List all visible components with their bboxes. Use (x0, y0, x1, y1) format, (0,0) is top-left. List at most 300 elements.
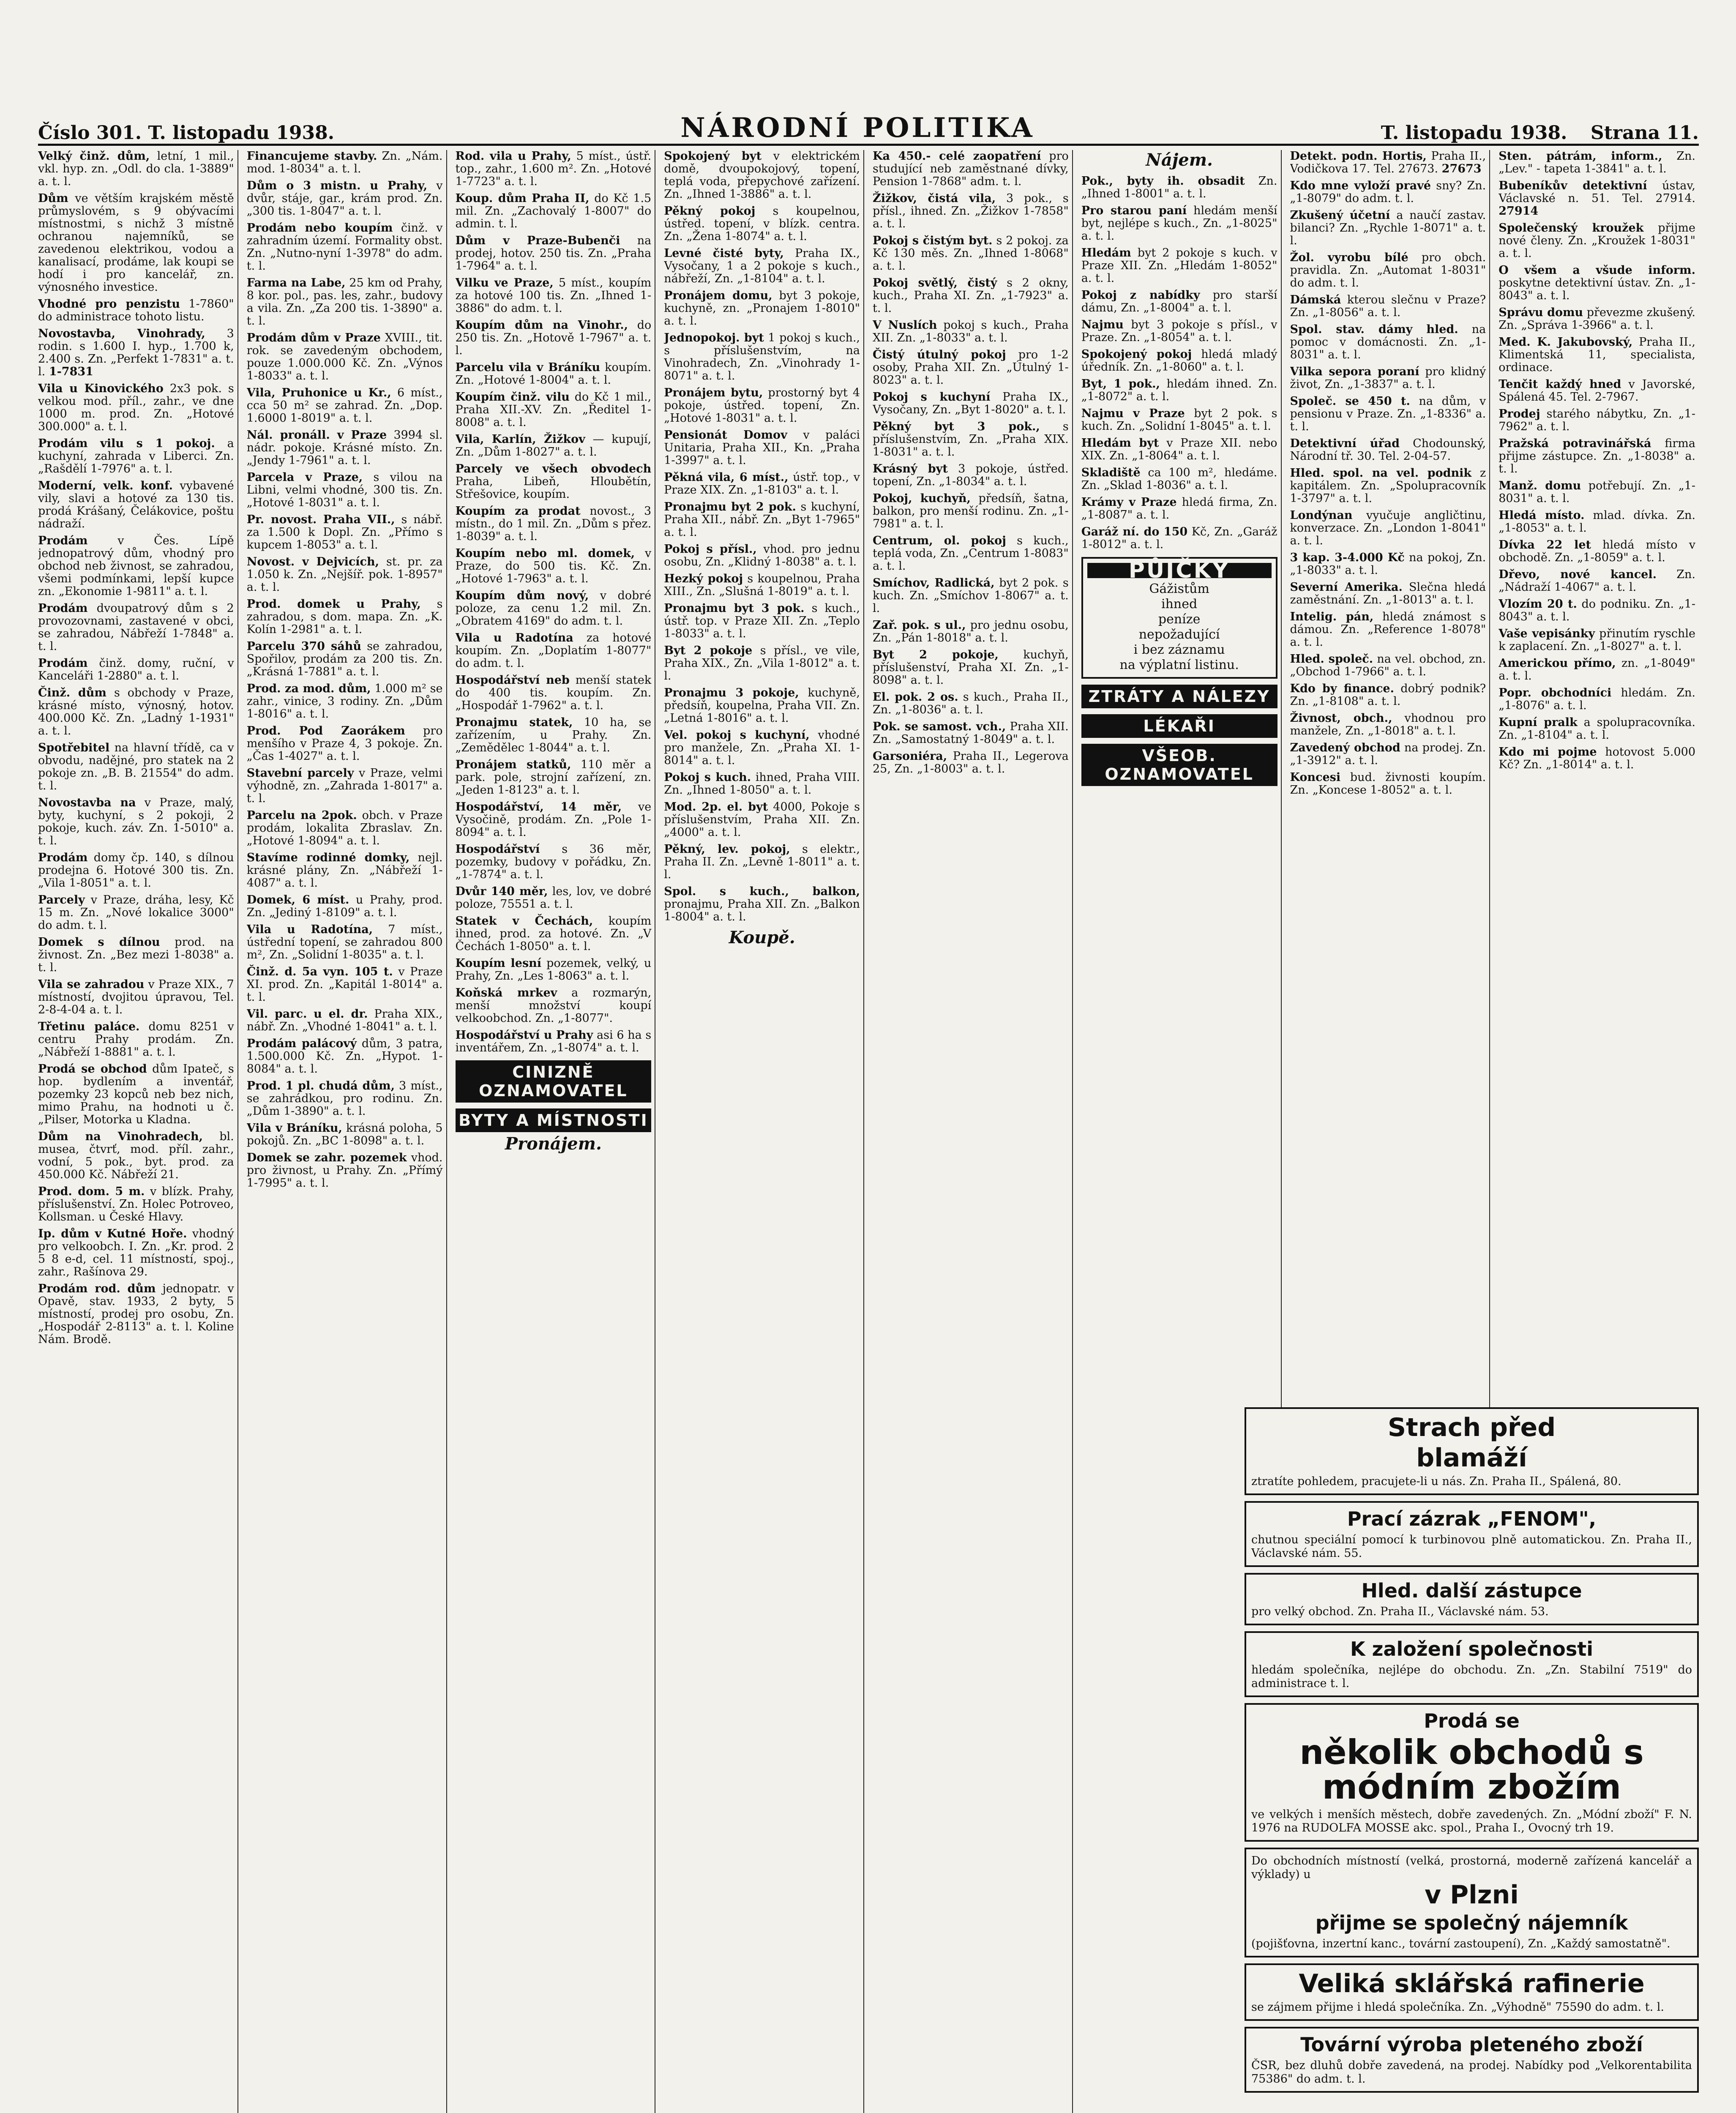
ad-text: vyučuje angličtinu, konverzace. Zn. „London 1-8041" a. t. l. (1290, 509, 1486, 547)
ad-heading: Prod. domek u Prahy, (246, 598, 421, 611)
pujcky-line: ihned (1161, 597, 1198, 612)
classified-ad (38, 480, 234, 530)
classified-ad (38, 894, 234, 932)
ad-heading: Centrum, ol. pokoj (873, 534, 1006, 547)
classified-ad (38, 192, 234, 294)
classified-ad (247, 1152, 443, 1190)
ad-heading: Londýnan (1290, 509, 1353, 522)
classified-ad (1499, 598, 1695, 623)
classified-ad (38, 978, 234, 1016)
classified-ad (1499, 687, 1695, 712)
classified-ad (38, 1063, 234, 1126)
ad-heading: Prodám rod. dům (38, 1282, 156, 1295)
classified-ad (1081, 175, 1277, 200)
ad-text: v Praze, malý, byty, kuchyní, s 2 pokoji, 2 pokoje, kuch. záv. Zn. 1-5010" a. t. l. (38, 796, 234, 847)
classified-ad (1290, 294, 1486, 319)
classified-ad (873, 420, 1069, 459)
classified-ad (456, 885, 652, 911)
ad-heading: Prodá se obchod (38, 1062, 147, 1076)
ad-list (38, 150, 234, 1346)
ad-text: XVIII., tit. rok. se zavedeným obchodem, pouze 1.000.000 Kč. Zn. „Výnos 1-8033" a. t. l. (246, 331, 443, 382)
ad-heading: Kdo mne vyloží pravé (1290, 179, 1431, 192)
ad-heading: Byt 2 pokoje, (873, 648, 999, 661)
ad-heading: Najmu (1081, 318, 1124, 331)
classified-ad (247, 1122, 443, 1147)
ad-heading: Hled. společ. (1290, 652, 1373, 666)
ad-strach-pred-blamazi (1245, 1407, 1699, 1495)
ad-heading: Pronájem bytu, (664, 386, 763, 399)
classified-ad (1290, 180, 1486, 205)
classified-ad (1081, 496, 1277, 521)
ad-heading: Prodám palácový (246, 1037, 357, 1050)
ad-heading: Pokoj světlý, čistý (873, 276, 997, 289)
classified-ad (1290, 611, 1486, 649)
ad-title: Tovární výroba pleteného zboží (1300, 2033, 1643, 2056)
classified-ad (1499, 180, 1695, 218)
ad-text: mlad. dívka. Zn. „1-8053" a. t. l. (1499, 509, 1695, 535)
classified-ad (1499, 306, 1695, 332)
ad-heading: Vila se zahradou (38, 978, 145, 991)
classified-ad (1081, 205, 1277, 243)
classified-ad (1499, 716, 1695, 742)
classified-ad (456, 463, 652, 501)
ad-heading: Vil. parc. u el. dr. (246, 1007, 368, 1021)
ad-text: s obchody v Praze, krásné místo, výnosný, hotov. 400.000 Kč. Zn. „Ladný 1-1931" a. t. l. (38, 686, 234, 737)
ad-heading: Vel. pokoj s kuchyní, (664, 729, 810, 742)
ad-heading: Prodám dům v Praze (246, 331, 381, 344)
ad-heading: O všem a všude inform. (1499, 264, 1695, 277)
ad-heading: Pronájem statků, (455, 758, 571, 771)
classified-ad (873, 349, 1069, 387)
classified-ad (1499, 222, 1695, 260)
ad-heading: Pokoj s čistým byt. (873, 234, 993, 247)
ad-text: s koupelnou, ústřed. topení, v blízk. centra. Zn. „Žena 1-8074" a. t. l. (664, 205, 860, 243)
ad-text: 1 pokoj s kuch., s příslušenstvím, na Vinohradech, Zn. „Vinohrady 1-8071" a. t. l. (664, 331, 860, 382)
classified-ad (247, 894, 443, 919)
ad-text: s 2 okny, kuch., Praha XI. Zn. „1-7923" a. t. l. (873, 276, 1069, 315)
pujcky-line: nepožadující (1138, 627, 1220, 642)
classified-ad (1290, 653, 1486, 678)
ad-text: Slečna hledá zaměstnání. Zn. „1-8013" a. t. l. (1290, 581, 1486, 606)
ad-text: vhod. pro jednu osobu, Zn. „Klidný 1-8038" a. t. l. (664, 543, 860, 568)
ad-heading: Prodám (38, 657, 88, 670)
ad-text: menší statek do 400 tis. koupím. Zn. „Hospodář 1-7962" a. t. l. (455, 674, 652, 712)
ad-text: sny? Zn. „1-8079" do adm. t. l. (1290, 179, 1486, 205)
classified-ad (247, 429, 443, 467)
ad-body: hledám společníka, nejlépe do obchodu. Zn. „Zn. Stabilní 7519" do administrace t. l. (1251, 1663, 1692, 1690)
ad-heading: Stavíme rodinné domky, (246, 851, 410, 864)
ad-text: s nábř. za 1.500 k Dopl. Zn. „Přímo s kupcem 1-8053" a. t. l. (246, 513, 443, 551)
column-1 (38, 150, 238, 2113)
ad-text: na prodej. Zn. „1-3912" a. t. l. (1290, 741, 1486, 767)
classified-ad (38, 1021, 234, 1059)
classified-ad (247, 682, 443, 721)
ad-text: do Kč 1.5 mil. Zn. „Zachovalý 1-8007" do admin. t. l. (455, 192, 652, 230)
classified-ad (38, 150, 234, 188)
classified-ad (38, 437, 234, 475)
ad-heading: Pronajmu statek, (455, 716, 573, 729)
ad-text: dům, 3 patra, 1.500.000 Kč. Zn. „Hypot. 1-8084" a. t. l. (246, 1037, 443, 1076)
classified-ad (456, 505, 652, 543)
ad-text: novost., 3 místn., do 1 mil. Zn. „Dům s přez. 1-8039" a. t. l. (455, 505, 652, 543)
ad-heading: Pronajmu byt 2 pok. (664, 500, 796, 513)
ad-heading: Pronájem domu, (664, 289, 772, 302)
classified-ad (247, 725, 443, 763)
classified-ad (1081, 407, 1277, 433)
ad-text: pro studující neb zaměstnané dívky, Pension 1-7868" adm. t. l. (873, 150, 1069, 188)
classified-ad (873, 150, 1069, 188)
ad-heading: Spokojený byt (664, 150, 762, 163)
ad-heading: Vhodné pro penzistu (38, 298, 180, 311)
classified-ad (1499, 336, 1695, 374)
ad-text: Praha XII. Zn. „Samostatný 1-8049" a. t. l. (873, 720, 1069, 746)
classified-ad (247, 277, 443, 328)
classified-ad (873, 721, 1069, 746)
ad-heading: Med. K. Jakubovský, (1499, 336, 1633, 349)
ad-heading: Zkušený účetní (1290, 209, 1390, 222)
classified-ad (247, 180, 443, 218)
ad-text: a naučí zastav. bilanci? Zn. „Rychle 1-8071" a. t. l. (1290, 209, 1486, 247)
ad-text: 5 míst., ústř. top., zahr., 1.600 m². Zn. „Hotové 1-7723" a. t. l. (455, 150, 652, 188)
ad-text: 1.000 m² se zahr., vinice, 3 rodiny. Zn. „Dům 1-8016" a. t. l. (246, 682, 443, 721)
section-sub-koupe: Koupě. (729, 928, 795, 947)
classified-ad (38, 852, 234, 890)
ad-heading: Parcelu 370 sáhů (246, 640, 361, 653)
ad-text: vybavené vily, slavi a hotové za 130 tis. prodá Krášaný, Čelákovice, poštu nádraží. (38, 479, 234, 530)
classified-ad (873, 463, 1069, 488)
ad-heading: Pěkná vila, 6 míst., (664, 471, 789, 484)
ad-text: Praha, Libeň, Hloubětín, Střešovice, koupím. (455, 475, 652, 501)
ad-body: ČSR, bez dluhů dobře zavedená, na prodej. Nabídky pod „Velkorentabilita 75386" do adm. t. l. (1251, 2059, 1692, 2086)
section-sub-pronajem: Pronájem. (505, 1134, 602, 1154)
ad-heading: Prod. 1 pl. chudá dům, (246, 1079, 395, 1092)
ad-heading: Koupím lesní (455, 957, 542, 970)
ad-heading: Pronajmu 3 pokoje, (664, 686, 799, 699)
ad-text: firma přijme zástupce. Zn. „1-8038" a. t. l. (1499, 437, 1695, 475)
classified-ad (664, 771, 860, 797)
classified-ad (1290, 251, 1486, 289)
ad-heading: Kupní pralk (1499, 716, 1578, 729)
classified-ad (664, 644, 860, 682)
ad-text: se zahradou, Spořilov, prodám za 200 tis. Zn. „Krásná 1-7881" a. t. l. (246, 640, 443, 678)
ad-heading: Pokoj s kuchyní (873, 390, 991, 404)
ad-heading: Dům o 3 mistn. u Prahy, (246, 179, 428, 192)
classified-ad (247, 852, 443, 890)
classified-ad (38, 936, 234, 974)
ad-text: s 2 pokoj. za Kč 130 měs. Zn. „Ihned 1-8068" a. t. l. (873, 234, 1069, 273)
ad-heading: Spol. stav. dámy hled. (1290, 323, 1458, 336)
pujcky-line: na výplatní listinu. (1119, 658, 1239, 672)
ad-text: nejl. krásné plány, Zn. „Nábřeží 1-4087" a. t. l. (246, 851, 443, 890)
ad-text: Zn. „Nám. mod. 1-8034" a. t. l. (246, 150, 443, 175)
ad-text: z kapitálem. Zn. „Spolupracovník 1-3797" a. t. l. (1290, 467, 1486, 505)
ad-heading: Živnost, obch., (1290, 712, 1392, 725)
section-banner-oznamovatel: CINIZNĚ OZNAMOVATEL (456, 1060, 652, 1103)
ad-text: v blízk. Prahy, příslušenství. Zn. Holec Potroveo, Kollsman. u České Hlavy. (38, 1185, 234, 1223)
ad-text: byt 3 pokoje s přísl., v Praze. Zn. „1-8054" a. t. l. (1081, 318, 1277, 344)
classified-ad (873, 535, 1069, 573)
ad-text: do podniku. Zn. „1-8043" a. t. l. (1499, 598, 1695, 623)
ad-text: pronajmu, Praha XII. Zn. „Balkon 1-8004" a. t. l. (664, 898, 860, 923)
ad-heading: Dům v Praze-Bubenči (455, 234, 620, 247)
ad-text: 2x3 pok. s velkou mod. příl., zahr., ve dne 1000 m. prod. Zn. „Hotové 300.000" a. t. l. (38, 382, 234, 433)
classified-ad (38, 657, 234, 682)
ad-text: 3 pok., s přísl., ihned. Zn. „Žižkov 1-7858" a. t. l. (873, 192, 1069, 230)
ad-text: hledá místo v obchodě. Zn. „1-8059" a. t. l. (1499, 538, 1695, 564)
ad-heading: Prodám (38, 602, 88, 615)
classified-ad (873, 235, 1069, 273)
ad-phone: 27673 (1441, 162, 1482, 175)
ad-heading: 3 kap. 3-4.000 Kč (1290, 551, 1405, 564)
ad-text: hledá mladý úředník. Zn. „1-8060" a. t. l. (1081, 348, 1277, 374)
ad-heading: Statek v Čechách, (455, 915, 593, 928)
classified-ad (456, 361, 652, 387)
section-banner-ztraty: ZTRÁTY A NÁLEZY (1081, 685, 1277, 708)
classified-ad (1499, 480, 1695, 505)
classified-ad (247, 640, 443, 678)
ad-text: ústř. top., v Praze XIX. Zn. „1-8103" a. t. l. (664, 471, 860, 497)
ad-heading: Intelig. pán, (1290, 610, 1374, 623)
classified-ad (664, 429, 860, 467)
ad-text: v Praze, velmi výhodně, zn. „Zahrada 1-8017" a. t. l. (246, 767, 443, 805)
ad-text: 25 km od Prahy, 8 kor. pol., pas. les, zahr., budovy a vila. Zn. „Za 200 tis. 1-3890" a. t. l. (246, 276, 443, 328)
ad-heading: Vilku ve Praze, (455, 276, 554, 289)
ad-text: st. pr. za 1.050 k. Zn. „Nejšíř. pok. 1-8957" a. t. l. (246, 555, 443, 594)
section-banner-lekari: LÉKAŘI (1081, 714, 1277, 738)
ad-text: hotovost 5.000 Kč? Zn. „1-8014" a. t. l. (1499, 745, 1696, 771)
ad-heading: Skladiště (1081, 466, 1141, 479)
ad-heading: Dům (38, 192, 68, 205)
ad-heading: Novost. v Dejvicích, (246, 555, 379, 568)
ad-text: s přísl., ve vile, Praha XIX., Zn. „Vila 1-8012" a. t. l. (664, 644, 860, 682)
ad-heading: Prod. za mod. dům, (246, 682, 371, 695)
classified-ad (873, 619, 1069, 644)
ad-text: a spolupracovníka. Zn. „1-8104" a. t. l. (1499, 716, 1695, 742)
ad-heading: Pokoj s přísl., (664, 543, 757, 556)
classified-ad (1499, 264, 1695, 302)
classified-ad (456, 433, 652, 459)
ad-title: Strach před (1387, 1413, 1556, 1442)
ad-text: byt 2 pok. s kuch. Zn. „Smíchov 1-8067" a. t. l. (873, 576, 1069, 615)
classified-ad (873, 319, 1069, 344)
classified-ad (1499, 509, 1695, 535)
ad-heading: Pok. se samost. vch., (873, 720, 1006, 733)
ad-heading: Třetinu paláce. (38, 1020, 140, 1033)
ad-text: poskytne detektivní ústav. Zn. „1-8043" a. t. l. (1499, 276, 1695, 302)
classified-ad (873, 750, 1069, 775)
ad-heading: Severní Amerika. (1290, 581, 1403, 594)
ad-heading: Prodám (38, 851, 88, 864)
ad-heading: Vaše vepisánky (1499, 627, 1595, 640)
ad-heading: Krámy v Praze (1081, 496, 1177, 509)
ad-text: ihned, Praha VIII. Zn. „Ihned 1-8050" a. t. l. (664, 771, 860, 797)
ad-text: v paláci Unitaria, Praha XII., Kn. „Praha 1-3997" a. t. l. (664, 429, 860, 467)
ad-text: s zahradou, s dom. mapa. Zn. „K. Kolín 1-2981" a. t. l. (246, 598, 443, 636)
classified-ad (247, 809, 443, 847)
ad-title: Hled. další zástupce (1361, 1579, 1582, 1602)
ad-text: vhodný pro velkoobch. I. Zn. „Kr. prod. 2 5 8 e-d, cel. 11 místností, spoj., zahr., Rašínova 29. (38, 1227, 234, 1278)
classified-ad (456, 150, 652, 188)
ad-zalozeni-spolecnosti (1245, 1631, 1699, 1697)
ad-heading: Pr. novost. Praha VII., (246, 513, 395, 526)
ad-heading: Pěkný pokoj (664, 205, 756, 218)
ad-text: les, lov, ve dobré poloze, 75551 a. t. l. (455, 885, 652, 911)
ad-heading: Financujeme stavby. (246, 150, 377, 163)
classified-ad (873, 649, 1069, 687)
ad-text: pro jednu osobu, Zn. „Pán 1-8018" a. t. l. (873, 619, 1069, 644)
ad-text: s kuchyní, Praha XII., nábř. Zn. „Byt 1-7965" a. t. l. (664, 500, 860, 539)
ad-body: chutnou speciální pomocí k turbinovou plně automatickou. Zn. Praha II., Václavské nám. 55. (1251, 1533, 1692, 1560)
classified-ad (38, 535, 234, 598)
ad-heading: Najmu v Praze (1081, 407, 1185, 420)
ad-heading: Prod. Pod Zaorákem (246, 724, 405, 737)
classified-ad (1290, 467, 1486, 505)
ad-title: Prací zázrak „FENOM", (1347, 1507, 1597, 1530)
classified-ad (456, 674, 652, 712)
classified-ad (456, 319, 652, 357)
classified-ad (1290, 682, 1486, 708)
classified-ad (664, 247, 860, 285)
ad-phone: 1-7831 (49, 365, 93, 378)
ad-text: na vel. obchod, zn. „Obchod 1-7966" a. t. l. (1290, 652, 1486, 678)
pujcky-line: Gážistům (1149, 581, 1209, 596)
ad-heading: Hospodářství u Prahy (455, 1029, 593, 1042)
ad-heading: Vila, Karlín, Žižkov (455, 433, 585, 446)
classified-ad (247, 966, 443, 1004)
classified-ad (456, 843, 652, 881)
ad-text: 6 míst., cca 50 m² se zahrad. Zn. „Dop. 1.6000 1-8019" a. t. l. (246, 386, 443, 425)
ad-text: dvoupatrový dům s 2 provozovnami, zastavené v obci, se zahradou, Nábřeží 1-7848" a. t. l. (38, 602, 234, 653)
ad-sklarska-rafinerie (1245, 1963, 1699, 2021)
ad-heading: Ip. dům v Kutné Hoře. (38, 1227, 187, 1240)
ad-text: domy čp. 140, s dílnou prodejna 6. Hotové 300 tis. Zn. „Vila 1-8051" a. t. l. (38, 851, 234, 890)
ad-text: 3 pokoje, ústřed. topení, Zn. „1-8034" a. t. l. (873, 462, 1069, 488)
ad-plzen (1245, 1848, 1699, 1957)
ad-text: prod. na živnost. Zn. „Bez mezi 1-8038" a. t. l. (38, 936, 234, 974)
ad-heading: Farma na Labe, (246, 276, 346, 289)
ad-list (1499, 150, 1695, 771)
ad-body: ve velkých i menších městech, dobře zavedených. Zn. „Módní zboží" F. N. 1976 na RUDOLFA MOSSE akc. spol., Praha I., Ovocný trh 19. (1251, 1808, 1692, 1835)
ad-text: s 36 měr, pozemky, budovy v pořádku, Zn. „1-7874" a. t. l. (455, 843, 652, 881)
ad-body: se zájmem přijme i hledá společníka. Zn. „Výhodně" 75590 do adm. t. l. (1251, 2001, 1664, 2014)
ad-heading: Byt, 1 pok., (1081, 377, 1160, 390)
ad-text: kuchyně, předsíň, koupelna, Praha VII. Zn. „Letná 1-8016" a. t. l. (664, 686, 860, 725)
classified-ad (1290, 395, 1486, 433)
classified-ad (38, 298, 234, 323)
classified-ad (1499, 150, 1695, 175)
ad-text: na hlavní třídě, ca v obvodu, nadějné, pro statek na 2 pokoje zn. „B. B. 21554" do adm. t. l. (38, 741, 234, 792)
section-banner-byty: BYTY A MÍSTNOSTI (456, 1108, 652, 1132)
classified-ad (1081, 247, 1277, 285)
classified-ad (1081, 378, 1277, 403)
ad-text: 4000, Pokoje s příslušenstvím, Praha XII. Zn. „4000" a. t. l. (664, 800, 860, 839)
classified-ad (1290, 323, 1486, 361)
ad-heading: Garáž ní. do 150 (1081, 525, 1188, 538)
classified-ad (664, 332, 860, 382)
ad-text: v Praze XI. prod. Zn. „Kapitál 1-8014" a. t. l. (246, 965, 443, 1004)
pujcky-line: i bez záznamu (1133, 642, 1225, 657)
ad-heading: Hled. spol. na vel. podnik (1290, 467, 1472, 480)
classified-ad (456, 391, 652, 429)
ad-text: 5 míst., koupím za hotové 100 tis. Zn. „Ihned 1-3886" do adm. t. l. (455, 276, 652, 315)
ad-heading: Zař. pok. s ul., (873, 619, 966, 632)
ad-text: pro starší dámu, Zn. „1-8004" a. t. l. (1081, 289, 1277, 314)
classified-ad (456, 716, 652, 754)
ad-heading: Pokoj s kuch. (664, 771, 751, 784)
ad-body: ztratíte pohledem, pracujete-li u nás. Zn. Praha II., Spálená, 80. (1251, 1475, 1621, 1488)
ad-heading: Spol. s kuch., balkon, (664, 885, 860, 898)
ad-heading: Činž. d. 5a vyn. 105 t. (246, 965, 393, 978)
classified-ad (1081, 437, 1277, 462)
ad-text: v Praze, do 500 tis. Kč. Zn. „Hotové 1-7963" a. t. l. (455, 547, 652, 585)
ad-text: 10 ha, se zařízením, u Prahy. Zn. „Zemědělec 1-8044" a. t. l. (455, 716, 652, 754)
masthead-date: T. listopadu 1938. (1381, 122, 1567, 144)
ad-text: v Praze XIX., 7 místností, dvojitou úpravou, Tel. 2-8-4-04 a. t. l. (38, 978, 234, 1016)
ad-text: činž. domy, ruční, v Kanceláři 1-2880" a. t. l. (38, 657, 234, 682)
ad-text: prostorný byt 4 pokoje, ústřed. topení, Zn. „Hotové 1-8031" a. t. l. (664, 386, 860, 425)
ad-text: 3 míst., se zahrádkou, pro rodinu. Zn. „Dům 1-3890" a. t. l. (246, 1079, 443, 1118)
ad-text: za hotové koupím. Zn. „Doplatím 1-8077" do adm. t. l. (455, 631, 652, 670)
classified-ad (664, 501, 860, 539)
masthead (38, 106, 1699, 146)
ad-text: v Javorské, Spálená 45. Tel. 2-7967. (1499, 378, 1695, 404)
ad-text: Praha XIX., nábř. Zn. „Vhodné 1-8041" a. t. l. (246, 1007, 443, 1033)
ad-text: pro 1-2 osoby, Praha XII. Zn. „Útulný 1-8023" a. t. l. (873, 348, 1069, 387)
ad-text: Kč, Zn. „Garáž 1-8012" a. t. l. (1081, 525, 1277, 551)
ad-phone: 27914 (1499, 205, 1539, 218)
ad-heading: Domek se zahr. pozemek (246, 1151, 407, 1164)
ad-text: a rozmarýn, menší množství koupí velkoobchod. Zn. „1-8077". (455, 986, 652, 1025)
page-number: Strana 11. (1590, 122, 1699, 144)
classified-ad (664, 602, 860, 640)
ad-heading: Parcelu na 2pok. (246, 809, 357, 822)
ad-tovarni-vyroba (1245, 2027, 1699, 2093)
ad-text: bud. živnosti koupím. Zn. „Koncese 1-8052" a. t. l. (1290, 771, 1486, 797)
ad-heading: Popr. obchodníci (1499, 686, 1612, 699)
classified-ad (247, 598, 443, 636)
ad-text: v elektrickém domě, dvoupokojový, topení, teplá voda, přepychové zařízení. Zn. „Ihned 1-3886" a. t. l. (664, 150, 860, 201)
ad-text: vhodnou pro manžele, Zn. „1-8018" a. t. l. (1290, 712, 1486, 737)
ad-heading: Vila v Bráníku, (246, 1122, 342, 1135)
ad-heading: Moderní, velk. konf. (38, 479, 173, 492)
ad-text: s kuch., ústř. top. v Praze XII. Zn. „Teplo 1-8033" a. t. l. (664, 602, 860, 640)
classified-ad (1081, 289, 1277, 314)
ad-heading: Velký činž. dům, (38, 150, 150, 163)
ad-heading: Tenčit každý hned (1499, 378, 1621, 391)
ad-text: vhodné pro manžele, Zn. „Praha XI. 1-8014" a. t. l. (664, 729, 860, 767)
ad-heading: Kdo by finance. (1290, 682, 1395, 695)
classified-ad (247, 387, 443, 425)
ad-text: Zn. „Ihned 1-8001" a. t. l. (1081, 175, 1277, 200)
classified-ad (456, 957, 652, 983)
column-2 (247, 150, 447, 2113)
classified-ad (38, 1185, 234, 1223)
classified-ad (247, 1080, 443, 1118)
ad-text: v dobré poloze, za cenu 1.2 mil. Zn. „Obratem 4169" do adm. t. l. (455, 589, 652, 628)
ad-heading: Parcelu vila v Bráníku (455, 361, 601, 374)
pujcky-box (1081, 557, 1277, 679)
ad-heading: Dámská (1290, 293, 1341, 306)
ad-text: na pomoc v domácnosti. Zn. „1-8031" a. t. l. (1290, 323, 1486, 361)
ad-heading: Hospodářství, 14 měr, (455, 800, 622, 814)
ad-heading: Dívka 22 let (1499, 538, 1591, 551)
classified-ad (664, 687, 860, 725)
display-ads-block (1245, 1407, 1699, 2113)
column-4 (664, 150, 864, 2113)
ad-heading: Jednopokoj. byt (664, 331, 764, 344)
ad-text: přijme nové členy. Zn. „Kroužek 1-8031" a. t. l. (1499, 221, 1695, 260)
ad-text: hledám ihned. Zn. „1-8072" a. t. l. (1081, 377, 1277, 403)
